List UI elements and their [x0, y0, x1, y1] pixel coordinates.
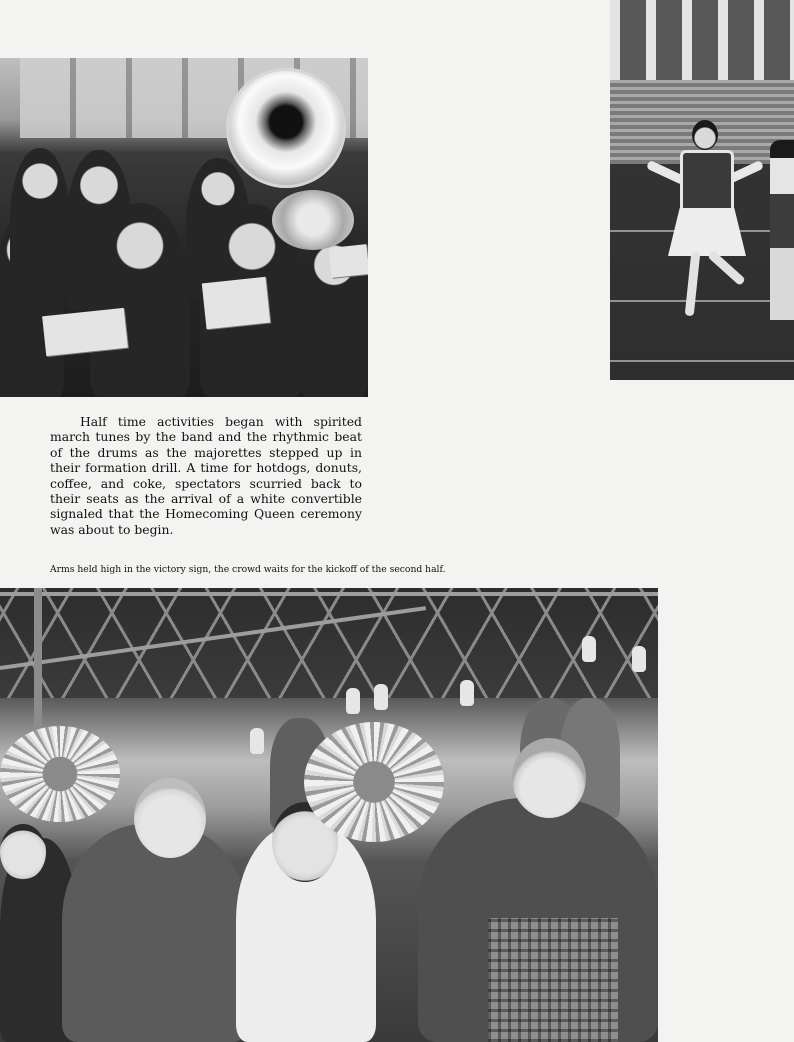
- pompom: [304, 722, 444, 842]
- band-member: [90, 203, 190, 397]
- sheet-music: [202, 277, 270, 329]
- spectator: [62, 824, 248, 1042]
- sheet-music: [42, 308, 128, 356]
- pompom: [0, 726, 120, 822]
- yard-line: [610, 300, 794, 302]
- article-body: Half time activities began with spirited march tunes by the band and the rhythmic beat of the drums as the majorettes stepped up in their formation drill. A time for hotdogs, donuts, coffee, and coke, spectators scurried back to their seats as the arrival of a white convertible signaled that the Homecoming Queen ceremony was about to begin.: [50, 414, 362, 537]
- spectator-face: [0, 824, 46, 880]
- tuba-bell: [226, 68, 346, 188]
- sheet-music: [329, 244, 368, 278]
- majorette-leg: [685, 252, 701, 317]
- second-majorette: [770, 140, 794, 320]
- raised-hand: [632, 646, 646, 672]
- majorette-skirt: [668, 208, 746, 256]
- raised-hand: [250, 728, 264, 754]
- stadium-columns: [610, 0, 794, 80]
- yard-line: [610, 360, 794, 362]
- plaid-skirt: [488, 918, 618, 1042]
- raised-hand: [374, 684, 388, 710]
- band-photo: [0, 58, 368, 397]
- majorette-head: [692, 120, 718, 150]
- raised-hand: [582, 636, 596, 662]
- grandstand-roof-truss: [0, 588, 658, 698]
- roof-beam: [0, 592, 658, 596]
- majorette-uniform: [680, 150, 734, 218]
- spectator-face: [512, 738, 586, 818]
- band-member: [10, 148, 70, 298]
- spectator-face: [134, 778, 206, 858]
- majorette-photo: [610, 0, 794, 380]
- raised-hand: [460, 680, 474, 706]
- crowd-photo: [0, 588, 658, 1042]
- raised-hand: [346, 688, 360, 714]
- tuba-bell: [272, 190, 354, 250]
- crowd-caption: Arms held high in the victory sign, the crowd waits for the kickoff of the second half.: [50, 564, 446, 575]
- roof-post: [34, 588, 42, 738]
